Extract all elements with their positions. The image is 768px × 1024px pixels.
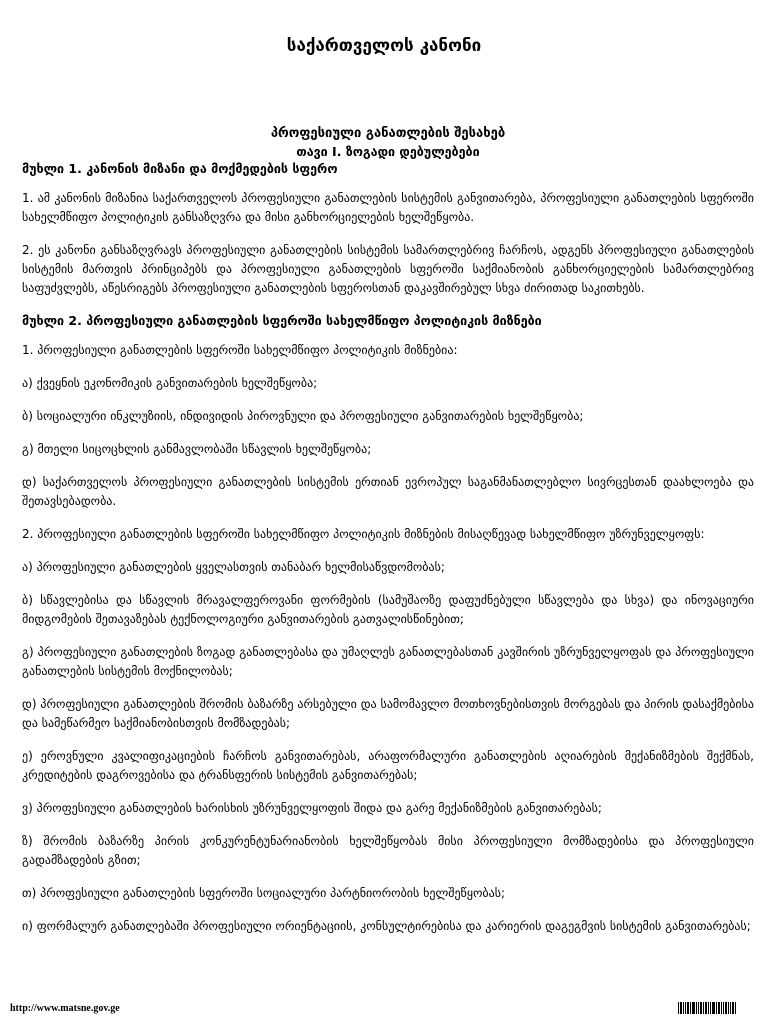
document-title: პროფესიული განათლების შესახებ — [270, 126, 506, 141]
article-2-paragraph: 1. პროფესიული განათლების სფეროში სახელმწიფო პოლიტიკის მიზნებია: — [22, 343, 458, 357]
article-2-item: ა) ქვეყნის ეკონომიკის განვითარების ხელშეწყობა; — [22, 376, 318, 390]
article-1-paragraph: 1. ამ კანონის მიზანია საქართველოს პროფესიული განათლების სისტემის განვითარება, პროფესიული განათლების სფეროში სახელმწიფო პოლიტიკის განსაზღვრა და მისი განხორციელების ხელშეწყობა. — [22, 191, 754, 224]
article-2-heading: მუხლი 2. პროფესიული განათლების სფეროში სახელმწიფო პოლიტიკის მიზნები — [22, 313, 542, 328]
law-title: საქართველოს კანონი — [286, 36, 482, 56]
article-1-paragraph: 2. ეს კანონი განსაზღვრავს პროფესიული განათლების სისტემის სამართლებრივ ჩარჩოს, ადგენს პროფესიული განათლების სისტემის მართვის პრინციპებს და პროფესიული განათლების სფეროში საქმიანობის განხორციელების სამართლებრივ საფუძვლებს, აწესრიგებს პროფესიული განათლების სფეროსთან დაკავშირებულ სხვა ძირითად საკითხებს. — [22, 243, 754, 295]
article-2-item: დ) პროფესიული განათლების შრომის ბაზარზე არსებული და სამომავლო მოთხოვნებისთვის მორგებას და პირის დასაქმებისა და სამეწარმეო საქმიანობისთვის მომზადებას; — [22, 697, 754, 730]
article-2-item: გ) მთელი სიცოცხლის განმავლობაში სწავლის ხელშეწყობა; — [22, 442, 372, 456]
article-2-item: ბ) სოციალური ინკლუზიის, ინდივიდის პიროვნული და პროფესიული განვითარების ხელშეწყობა; — [22, 409, 584, 423]
article-2-item: ზ) შრომის ბაზარზე პირის კონკურენტუნარიანობის ხელშეწყობას მისი პროფესიული მომზადებისა და პროფესიული გადამზადების გზით; — [22, 834, 754, 867]
article-2-item: დ) საქართველოს პროფესიული განათლების სისტემის ერთიან ევროპულ საგანმანათლებლო სივრცესთან დაახლოება და შეთავსებადობა. — [22, 475, 754, 508]
document-body — [22, 124, 754, 950]
article-2-item: ე) ეროვნული კვალიფიკაციების ჩარჩოს განვითარებას, არაფორმალური განათლების აღიარების მექანიზმების შექმნას, კრედიტების დაგროვებისა და ტრანსფერის სისტემის განვითარებას; — [22, 749, 754, 782]
footer-source-link[interactable]: http://www.matsne.gov.ge — [10, 1003, 120, 1014]
article-2-item: თ) პროფესიული განათლების სფეროში სოციალური პარტნიორობის ხელშეწყობას; — [22, 886, 506, 900]
article-2-item: ბ) სწავლებისა და სწავლის მრავალფეროვანი ფორმების (სამუშაოზე დაფუძნებული სწავლება და სხვა) და ინოვაციური მიდგომების შეთავაზებას ტექნოლოგიური განვითარების გათვალისწინებით; — [22, 593, 754, 626]
article-2-item: ა) პროფესიული განათლების ყველასთვის თანაბარ ხელმისაწვდომობას; — [22, 560, 445, 574]
article-2-item: ი) ფორმალურ განათლებაში პროფესიული ორიენტაციის, კონსულტირებისა და კარიერის დაგეგმვის სისტემის განვითარებას; — [22, 919, 751, 933]
chapter-heading: თავი I. ზოგადი დებულებები — [296, 144, 480, 159]
article-2-item: გ) პროფესიული განათლების ზოგად განათლებასა და უმაღლეს განათლებასთან კავშირის უზრუნველყოფას და პროფესიული განათლების სისტემის მოქნილობას; — [22, 645, 754, 678]
article-2-paragraph: 2. პროფესიული განათლების სფეროში სახელმწიფო პოლიტიკის მიზნების მისაღწევად სახელმწიფო უზრუნველყოფს: — [22, 527, 705, 541]
barcode-image — [678, 1002, 756, 1014]
article-2-item: ვ) პროფესიული განათლების ხარისხის უზრუნველყოფის შიდა და გარე მექანიზმების განვითარებას; — [22, 801, 602, 815]
article-1-heading: მუხლი 1. კანონის მიზანი და მოქმედების სფერო — [22, 161, 338, 176]
